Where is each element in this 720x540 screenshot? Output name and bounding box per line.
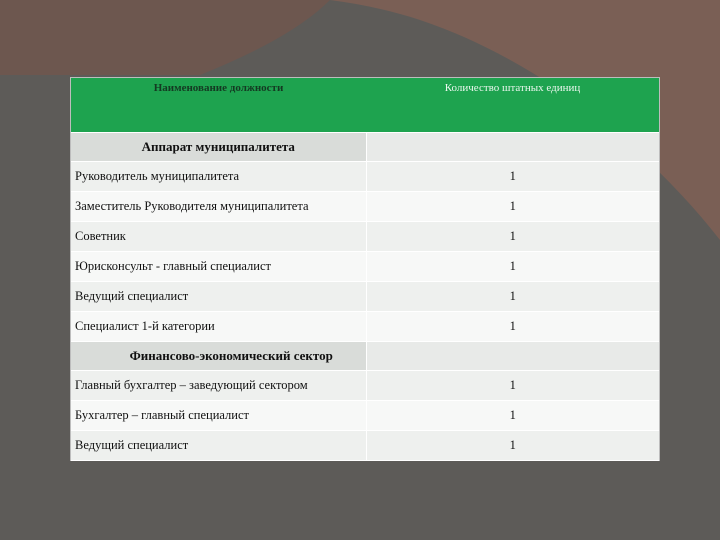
position-count: 1 [366,371,659,401]
table-row [71,312,659,342]
position-count: 1 [366,192,659,222]
section-title: Аппарат муниципалитета [71,133,366,162]
staff-table [70,77,660,461]
position-count: 1 [366,222,659,252]
table-row [71,192,659,222]
table-row [71,252,659,282]
position-count: 1 [366,401,659,431]
position-count: 1 [366,162,659,192]
position-name: Юрисконсульт - главный специалист [71,252,366,282]
position-name: Ведущий специалист [71,282,366,312]
section-title: Финансово-экономический сектор [71,342,366,371]
header-count: Количество штатных единиц [366,78,659,133]
position-name: Бухгалтер – главный специалист [71,401,366,431]
table-row [71,371,659,401]
position-name: Ведущий специалист [71,431,366,461]
position-name: Советник [71,222,366,252]
position-name: Специалист 1-й категории [71,312,366,342]
table-row [71,431,659,461]
position-count: 1 [366,312,659,342]
position-name: Заместитель Руководителя муниципалитета [71,192,366,222]
table-row [71,282,659,312]
position-name: Руководитель муниципалитета [71,162,366,192]
section-empty-cell [366,342,659,371]
position-count: 1 [366,431,659,461]
position-count: 1 [366,282,659,312]
position-name: Главный бухгалтер – заведующий сектором [71,371,366,401]
table-row [71,222,659,252]
section-row [71,133,659,162]
section-row [71,342,659,371]
header-position: Наименование должности [71,78,366,133]
section-empty-cell [366,133,659,162]
position-count: 1 [366,252,659,282]
table-header-row [71,78,659,133]
table-row [71,401,659,431]
table-row [71,162,659,192]
